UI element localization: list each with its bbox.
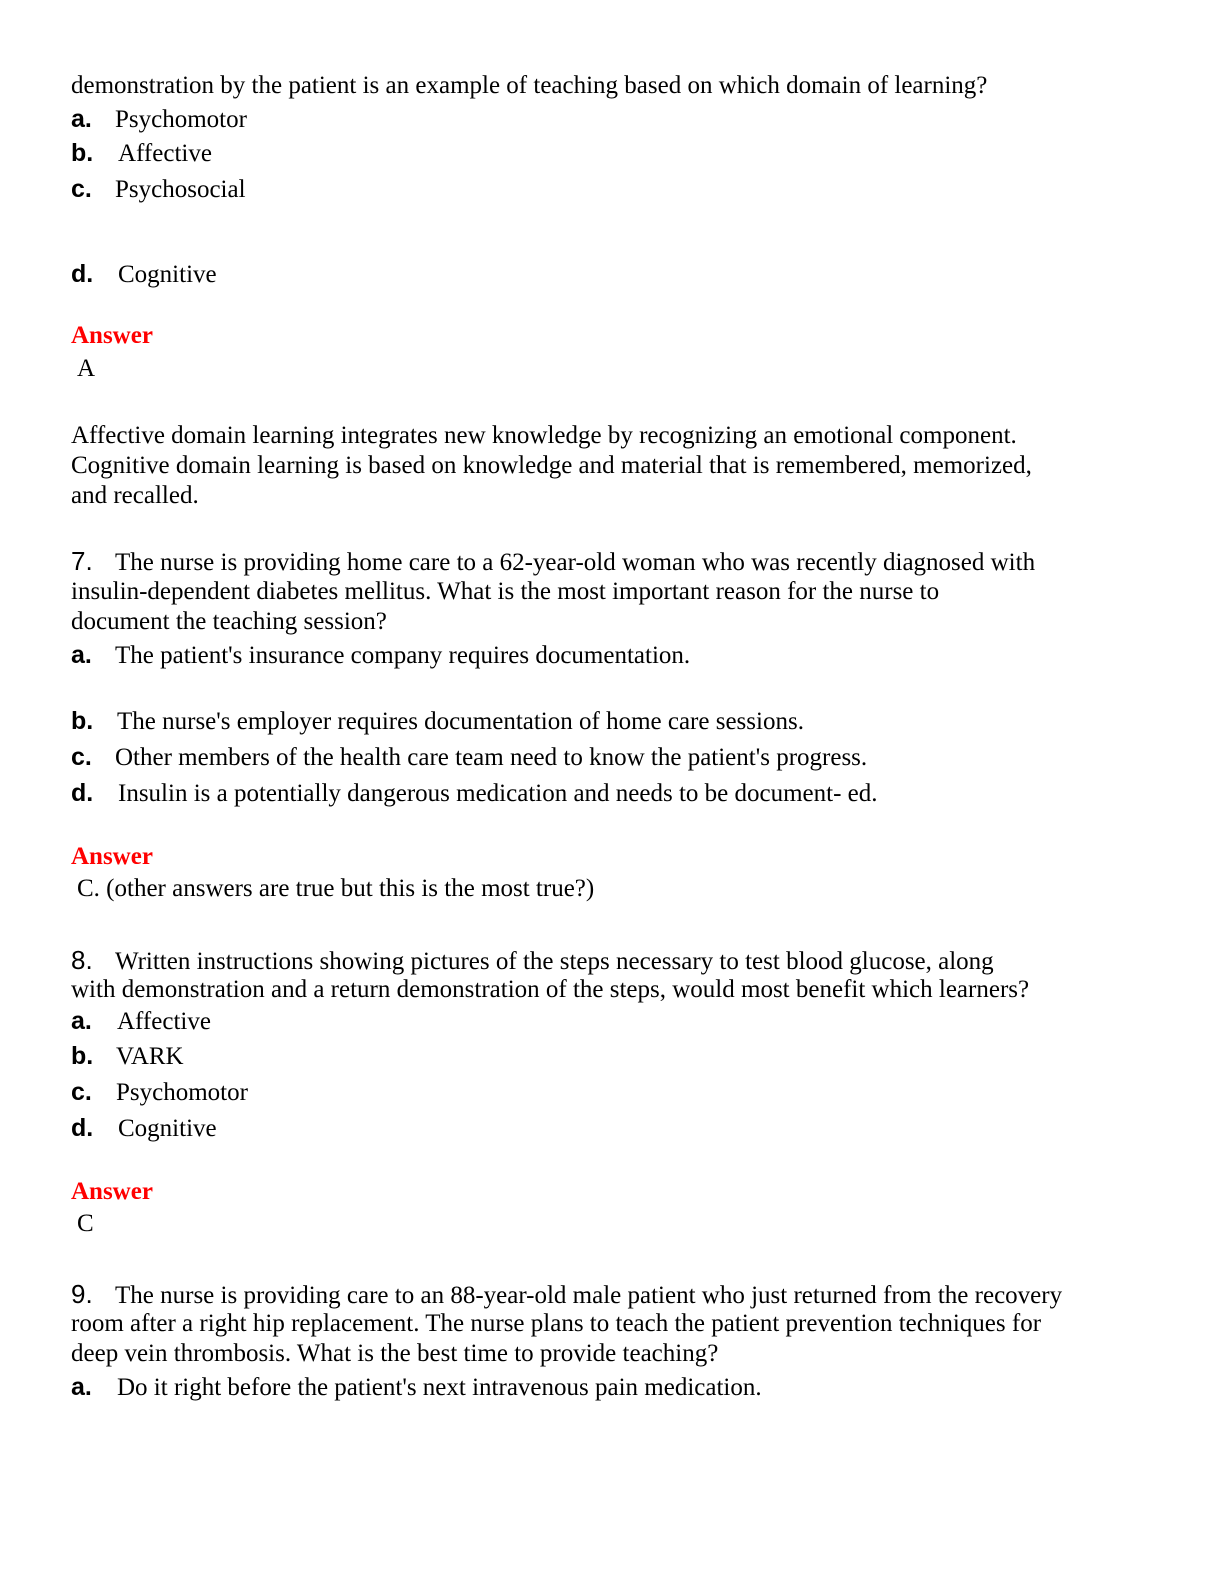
option-letter: a. — [71, 1007, 92, 1035]
q6-rationale-line: Affective domain learning integrates new knowledge by recognizing an emotional component. — [71, 422, 1017, 449]
q9-stem-first-line — [71, 1279, 1062, 1311]
q6-option-c[interactable] — [71, 174, 246, 204]
q7-option-c[interactable] — [71, 742, 867, 772]
option-letter: d. — [71, 260, 94, 288]
q8-option-a[interactable] — [71, 1006, 211, 1036]
option-text: Cognitive — [118, 1115, 217, 1142]
option-text: Insulin is a potentially dangerous medication and needs to be document- ed. — [118, 780, 878, 807]
q8-answer-value: C — [77, 1210, 94, 1237]
q6-stem-line: demonstration by the patient is an example of teaching based on which domain of learning? — [71, 72, 988, 99]
q9-stem-line: room after a right hip replacement. The nurse plans to teach the patient prevention techniques for — [71, 1310, 1042, 1337]
q6-rationale-line: and recalled. — [71, 482, 199, 509]
q8-answer-label: Answer — [71, 1178, 153, 1205]
option-letter: b. — [71, 1042, 94, 1070]
q6-option-a[interactable] — [71, 104, 247, 134]
option-letter: d. — [71, 779, 94, 807]
q6-answer-label: Answer — [71, 322, 153, 349]
option-text: Affective — [118, 140, 212, 167]
q7-option-b[interactable] — [71, 706, 804, 736]
option-letter: c. — [71, 1078, 92, 1106]
option-letter: a. — [71, 1373, 92, 1401]
q8-option-b[interactable] — [71, 1041, 184, 1071]
question-number: 7. — [71, 546, 93, 576]
option-text: Cognitive — [118, 261, 217, 288]
q7-option-d[interactable] — [71, 778, 878, 808]
option-text: Psychomotor — [115, 106, 247, 133]
question-number: 9. — [71, 1279, 93, 1309]
option-letter: c. — [71, 175, 92, 203]
q7-answer-label: Answer — [71, 843, 153, 870]
q6-option-d[interactable] — [71, 259, 217, 289]
option-text: Other members of the health care team need to know the patient's progress. — [115, 744, 868, 771]
q7-stem-line: document the teaching session? — [71, 608, 387, 635]
option-letter: b. — [71, 139, 94, 167]
option-letter: d. — [71, 1114, 94, 1142]
option-text: Do it right before the patient's next intravenous pain medication. — [117, 1374, 762, 1401]
q7-stem-text: The nurse is providing home care to a 62-year-old woman who was recently diagnosed with — [115, 549, 1036, 576]
q8-stem-first-line — [71, 945, 994, 977]
q9-stem-text: The nurse is providing care to an 88-year-old male patient who just returned from the recovery — [115, 1282, 1063, 1309]
q8-option-c[interactable] — [71, 1077, 248, 1107]
q6-rationale-line: Cognitive domain learning is based on knowledge and material that is remembered, memorized, — [71, 452, 1032, 479]
option-text: Psychosocial — [115, 176, 246, 203]
q7-stem-line: insulin-dependent diabetes mellitus. What is the most important reason for the nurse to — [71, 578, 940, 605]
q8-stem-text: Written instructions showing pictures of the steps necessary to test blood glucose, along — [115, 948, 994, 975]
q7-stem-first-line — [71, 546, 1035, 578]
option-text: VARK — [116, 1043, 184, 1070]
q6-option-b[interactable] — [71, 138, 212, 168]
q9-stem-line: deep vein thrombosis. What is the best time to provide teaching? — [71, 1340, 719, 1367]
q7-answer-value: C. (other answers are true but this is the most true?) — [77, 875, 595, 902]
option-letter: a. — [71, 105, 92, 133]
option-text: The nurse's employer requires documentation of home care sessions. — [117, 708, 804, 735]
option-letter: a. — [71, 641, 92, 669]
option-text: The patient's insurance company requires documentation. — [115, 642, 691, 669]
option-text: Affective — [117, 1008, 211, 1035]
option-letter: b. — [71, 707, 94, 735]
q6-answer-value: A — [77, 355, 96, 382]
option-text: Psychomotor — [116, 1079, 248, 1106]
q9-option-a[interactable] — [71, 1372, 762, 1402]
option-letter: c. — [71, 743, 92, 771]
q7-option-a[interactable] — [71, 640, 690, 670]
question-number: 8. — [71, 945, 93, 975]
q8-stem-line: with demonstration and a return demonstration of the steps, would most benefit which learners? — [71, 976, 1030, 1003]
q8-option-d[interactable] — [71, 1113, 217, 1143]
